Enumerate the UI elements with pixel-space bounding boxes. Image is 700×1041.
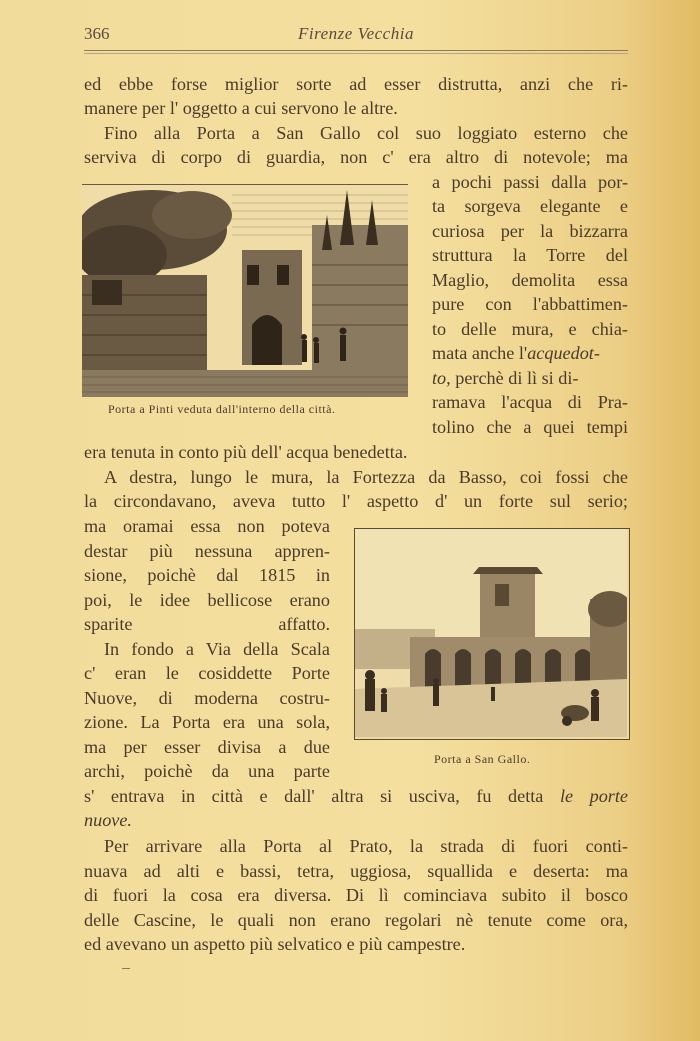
text-line: zione. La Porta era una sola, (84, 712, 330, 732)
text-line: Fino alla Porta a San Gallo col suo loggiato esterno che (104, 123, 628, 143)
text-line: ed avevano un aspetto più selvatico e più campestre. (84, 934, 466, 954)
porta-a-pinti-illustration (82, 184, 408, 397)
text-line: struttura la Torre del (432, 245, 628, 265)
text-line: curiosa per la bizzarra (432, 221, 628, 241)
text-line (84, 808, 628, 832)
page-header (84, 22, 628, 48)
text-line: Nuove, di moderna costru- (84, 688, 330, 708)
text-line: a pochi passi dalla por- (432, 172, 628, 192)
porta-a-san-gallo-illustration (354, 528, 630, 740)
text-line: sione, poichè dal 1815 in (84, 565, 330, 585)
text-line: poi, le idee bellicose erano (84, 590, 330, 610)
text-line (84, 784, 628, 808)
text-run: perchè di lì si di- (450, 368, 579, 388)
text-line: serviva di corpo di guardia, non c' era altro di notevole; ma (84, 147, 628, 167)
text-line: to delle mura, e chia- (432, 319, 628, 339)
header-rule (84, 50, 628, 51)
text-line (432, 341, 628, 365)
figure-caption: Porta a Pinti veduta dall'interno della città. (108, 402, 336, 416)
text-line: la circondavano, aveva tutto l' aspetto d' un forte sul serio; (84, 491, 628, 511)
text-run: s' entrava in città e dall' altra si usciva, fu detta (84, 786, 544, 806)
text-line: era tenuta in conto più dell' acqua benedetta. (84, 442, 408, 462)
text-line: c' eran le cosiddette Porte (84, 663, 330, 683)
text-line: Per arrivare alla Porta al Prato, la strada di fuori conti- (104, 836, 628, 856)
text-line: pure con l'abbattimen- (432, 294, 628, 314)
text-line: sparite affatto. (84, 614, 330, 634)
text-line (432, 366, 628, 390)
text-line: archi, poichè da una parte (84, 761, 330, 781)
text-line: In fondo a Via della Scala (104, 639, 330, 659)
text-line: tolino che a quei tempi (432, 417, 628, 437)
text-line: nuava ad alti e bassi, tetra, uggiosa, squallida e deserta: ma (84, 861, 628, 881)
italic-term: to, (432, 368, 451, 388)
text-line: delle Cascine, le quali non erano regolari nè tenute come ora, (84, 910, 628, 930)
text-line: ta sorgeva elegante e (432, 196, 628, 216)
figure-caption: Porta a San Gallo. (434, 752, 531, 766)
text-run: mata anche l' (432, 343, 528, 363)
text-line: manere per l' oggetto a cui servono le altre. (84, 98, 398, 118)
text-line: A destra, lungo le mura, la Fortezza da Basso, coi fossi che (104, 467, 628, 487)
text-line: destar più nessuna appren- (84, 541, 330, 561)
running-title: Firenze Vecchia (298, 24, 414, 43)
italic-term: acquedot- (527, 343, 600, 363)
text-line: Maglio, demolita essa (432, 270, 628, 290)
header-rule-secondary (84, 53, 628, 54)
text-line: di fuori la cosa era diversa. Di lì cominciava subito il bosco (84, 885, 628, 905)
text-line: ramava l'acqua di Pra- (432, 392, 628, 412)
italic-term: le porte (559, 786, 629, 806)
text-line: ed ebbe forse miglior sorte ad esser distrutta, anzi che ri- (84, 74, 628, 94)
footer-mark (122, 968, 130, 969)
text-line: ma per esser divisa a due (84, 737, 330, 757)
italic-term: nuove. (84, 810, 132, 830)
page-number: 366 (84, 24, 110, 43)
text-line: ma oramai essa non poteva (84, 516, 330, 536)
